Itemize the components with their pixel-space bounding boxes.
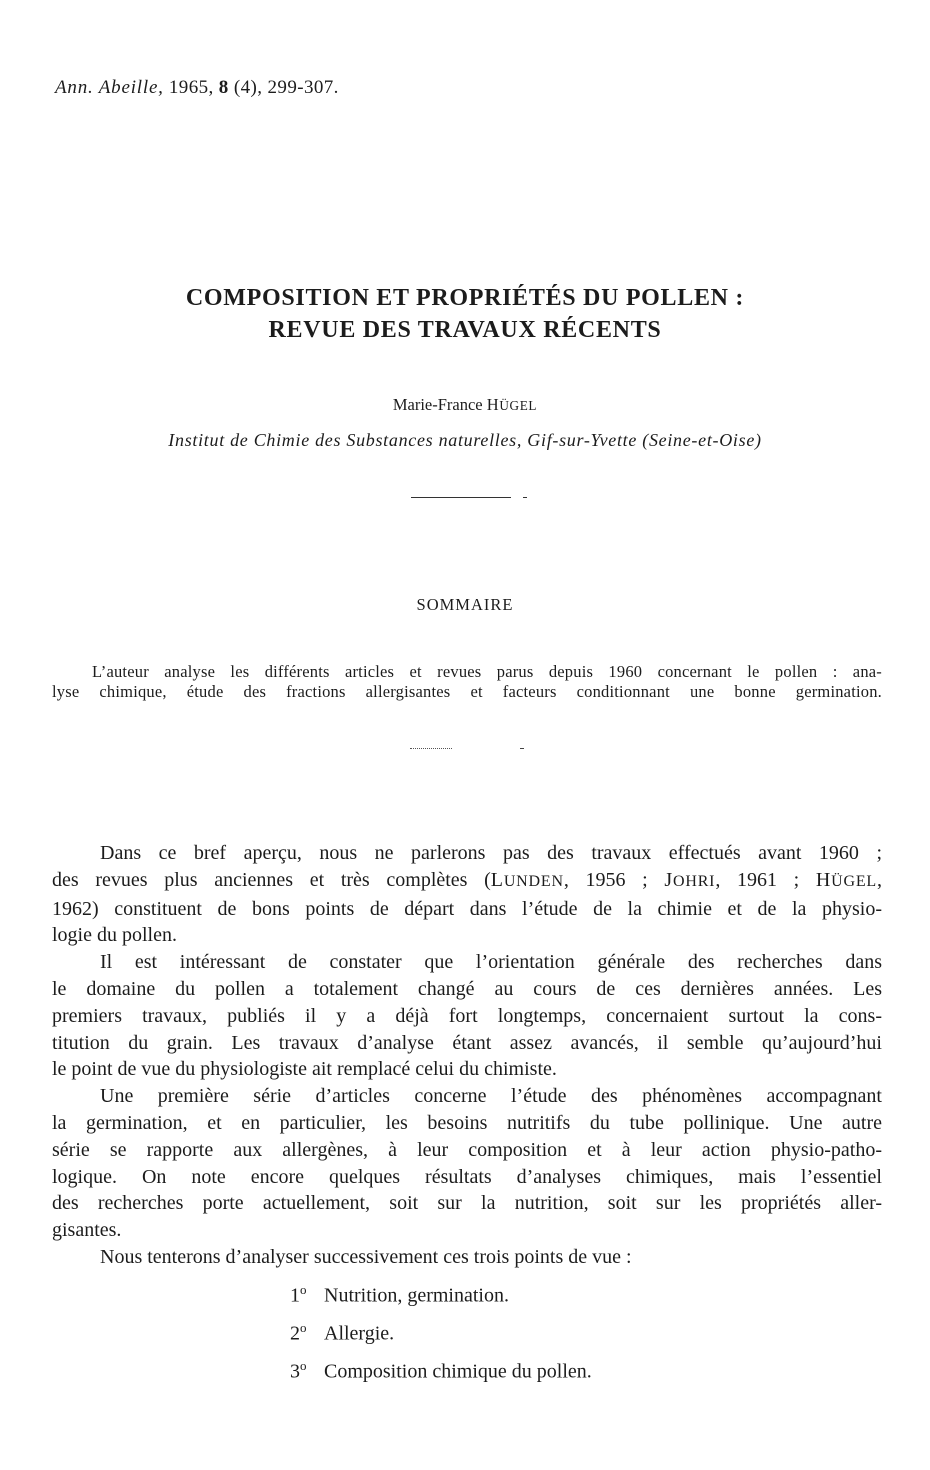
author-line bbox=[0, 394, 930, 417]
author-affiliation: Institut de Chimie des Substances naturelles, Gif-sur-Yvette (Seine-et-Oise) bbox=[168, 430, 762, 450]
dotted-separator bbox=[410, 748, 452, 749]
author-first-name: Marie-France bbox=[392, 395, 483, 414]
title-line: COMPOSITION ET PROPRIÉTÉS DU POLLEN : bbox=[185, 285, 745, 311]
citation-issue: (4), bbox=[233, 77, 263, 98]
enumerated-list bbox=[290, 1274, 592, 1388]
list-item bbox=[290, 1312, 592, 1350]
text-run: le point de vue du physiologiste ait remplacé celui du chimiste. bbox=[52, 1058, 557, 1081]
body-line bbox=[52, 1083, 882, 1110]
title-line: REVUE DES TRAVAUX RÉCENTS bbox=[268, 317, 662, 343]
body-line bbox=[52, 922, 882, 949]
body-line bbox=[52, 1030, 882, 1057]
list-number bbox=[290, 1274, 324, 1312]
text-run: des recherches porte actuellement, soit sur la nutrition, soit sur les propriétés aller- bbox=[52, 1192, 882, 1215]
text-run: Il est intéressant de constater que l’orientation générale des recherches dans bbox=[100, 951, 882, 974]
text-run: le domaine du pollen a totalement changé au cours de ces dernières années. Les bbox=[52, 977, 882, 1000]
ordinal-mark: o bbox=[300, 1320, 307, 1336]
text-run: gisantes. bbox=[52, 1219, 122, 1242]
ordinal-mark: o bbox=[300, 1282, 307, 1297]
separator-dash bbox=[520, 748, 524, 749]
text-run: Une première série d’articles concerne l’étude des phénomènes accompagnant bbox=[100, 1085, 882, 1108]
cited-author: LUNDEN bbox=[490, 868, 564, 891]
text-run: titution du grain. Les travaux d’analyse étant assez avancés, il semble qu’aujourd’hui bbox=[52, 1031, 882, 1054]
text-run: premiers travaux, publiés il y a déjà fort longtemps, concernaient surtout la cons- bbox=[52, 1004, 882, 1027]
cited-author: JOHRI bbox=[664, 868, 716, 891]
body-text bbox=[52, 840, 882, 1271]
body-line bbox=[52, 1244, 882, 1271]
summary-line: lyse chimique, étude des fractions allergisantes et facteurs conditionnant une bonne germination. bbox=[52, 682, 882, 701]
citation-pages: 299-307. bbox=[267, 77, 339, 98]
list-item-text: Allergie. bbox=[324, 1322, 395, 1345]
author-last-name: HÜGEL bbox=[486, 395, 538, 414]
text-run: Nous tenterons d’analyser successivement ces trois points de vue : bbox=[100, 1245, 632, 1268]
list-item bbox=[290, 1350, 592, 1388]
body-line bbox=[52, 976, 882, 1003]
list-number bbox=[290, 1312, 324, 1350]
summary-heading: SOMMAIRE bbox=[416, 595, 514, 614]
body-paragraph bbox=[52, 1244, 882, 1271]
separator-dash bbox=[523, 497, 527, 498]
text-run: série se rapporte aux allergènes, à leur composition et à leur action physio-patho- bbox=[52, 1138, 882, 1161]
list-number-digit: 1 bbox=[290, 1284, 300, 1307]
citation-volume: 8 bbox=[218, 77, 229, 98]
list-item bbox=[290, 1274, 592, 1312]
body-line bbox=[52, 1137, 882, 1164]
ordinal-mark: o bbox=[300, 1358, 307, 1374]
cited-author: HÜGEL bbox=[815, 868, 877, 891]
summary-line: L’auteur analyse les différents articles et revues parus depuis 1960 concernant le pollen : ana- bbox=[92, 662, 882, 681]
list-item-text: Composition chimique du pollen. bbox=[324, 1360, 592, 1383]
body-line bbox=[52, 1056, 882, 1083]
body-line bbox=[52, 840, 882, 867]
body-line bbox=[52, 1110, 882, 1137]
text-run: des revues plus anciennes et très complètes ( bbox=[52, 868, 491, 891]
summary-abstract bbox=[52, 662, 882, 702]
journal-name: Ann. Abeille, bbox=[55, 77, 164, 98]
list-number-digit: 2 bbox=[290, 1322, 300, 1345]
text-run: 1962) constituent de bons points de départ dans l’étude de la chimie et de la physio- bbox=[52, 897, 882, 920]
body-line bbox=[52, 1003, 882, 1030]
body-paragraph bbox=[52, 1083, 882, 1244]
list-item-text: Nutrition, germination. bbox=[324, 1284, 509, 1307]
body-line bbox=[52, 949, 882, 976]
body-line bbox=[52, 1217, 882, 1244]
list-number-digit: 3 bbox=[290, 1360, 300, 1383]
separator-rule bbox=[411, 497, 511, 498]
body-line bbox=[52, 1164, 882, 1191]
article-title bbox=[0, 282, 930, 346]
text-run: , bbox=[877, 868, 882, 891]
text-run: la germination, et en particulier, les besoins nutritifs du tube pollinique. Une autre bbox=[52, 1111, 882, 1134]
body-line bbox=[52, 896, 882, 923]
body-paragraph bbox=[52, 840, 882, 949]
citation-year: 1965, bbox=[168, 77, 214, 98]
text-run: logique. On note encore quelques résultats d’analyses chimiques, mais l’essentiel bbox=[52, 1165, 882, 1188]
text-run: , 1956 ; bbox=[563, 868, 665, 891]
body-paragraph bbox=[52, 949, 882, 1083]
body-line bbox=[52, 867, 882, 896]
list-number bbox=[290, 1350, 324, 1388]
text-run: logie du pollen. bbox=[52, 924, 177, 947]
text-run: Dans ce bref aperçu, nous ne parlerons pas des travaux effectués avant 1960 ; bbox=[100, 842, 882, 864]
body-line bbox=[52, 1190, 882, 1217]
citation-line bbox=[55, 76, 339, 100]
text-run: , 1961 ; bbox=[715, 868, 816, 891]
